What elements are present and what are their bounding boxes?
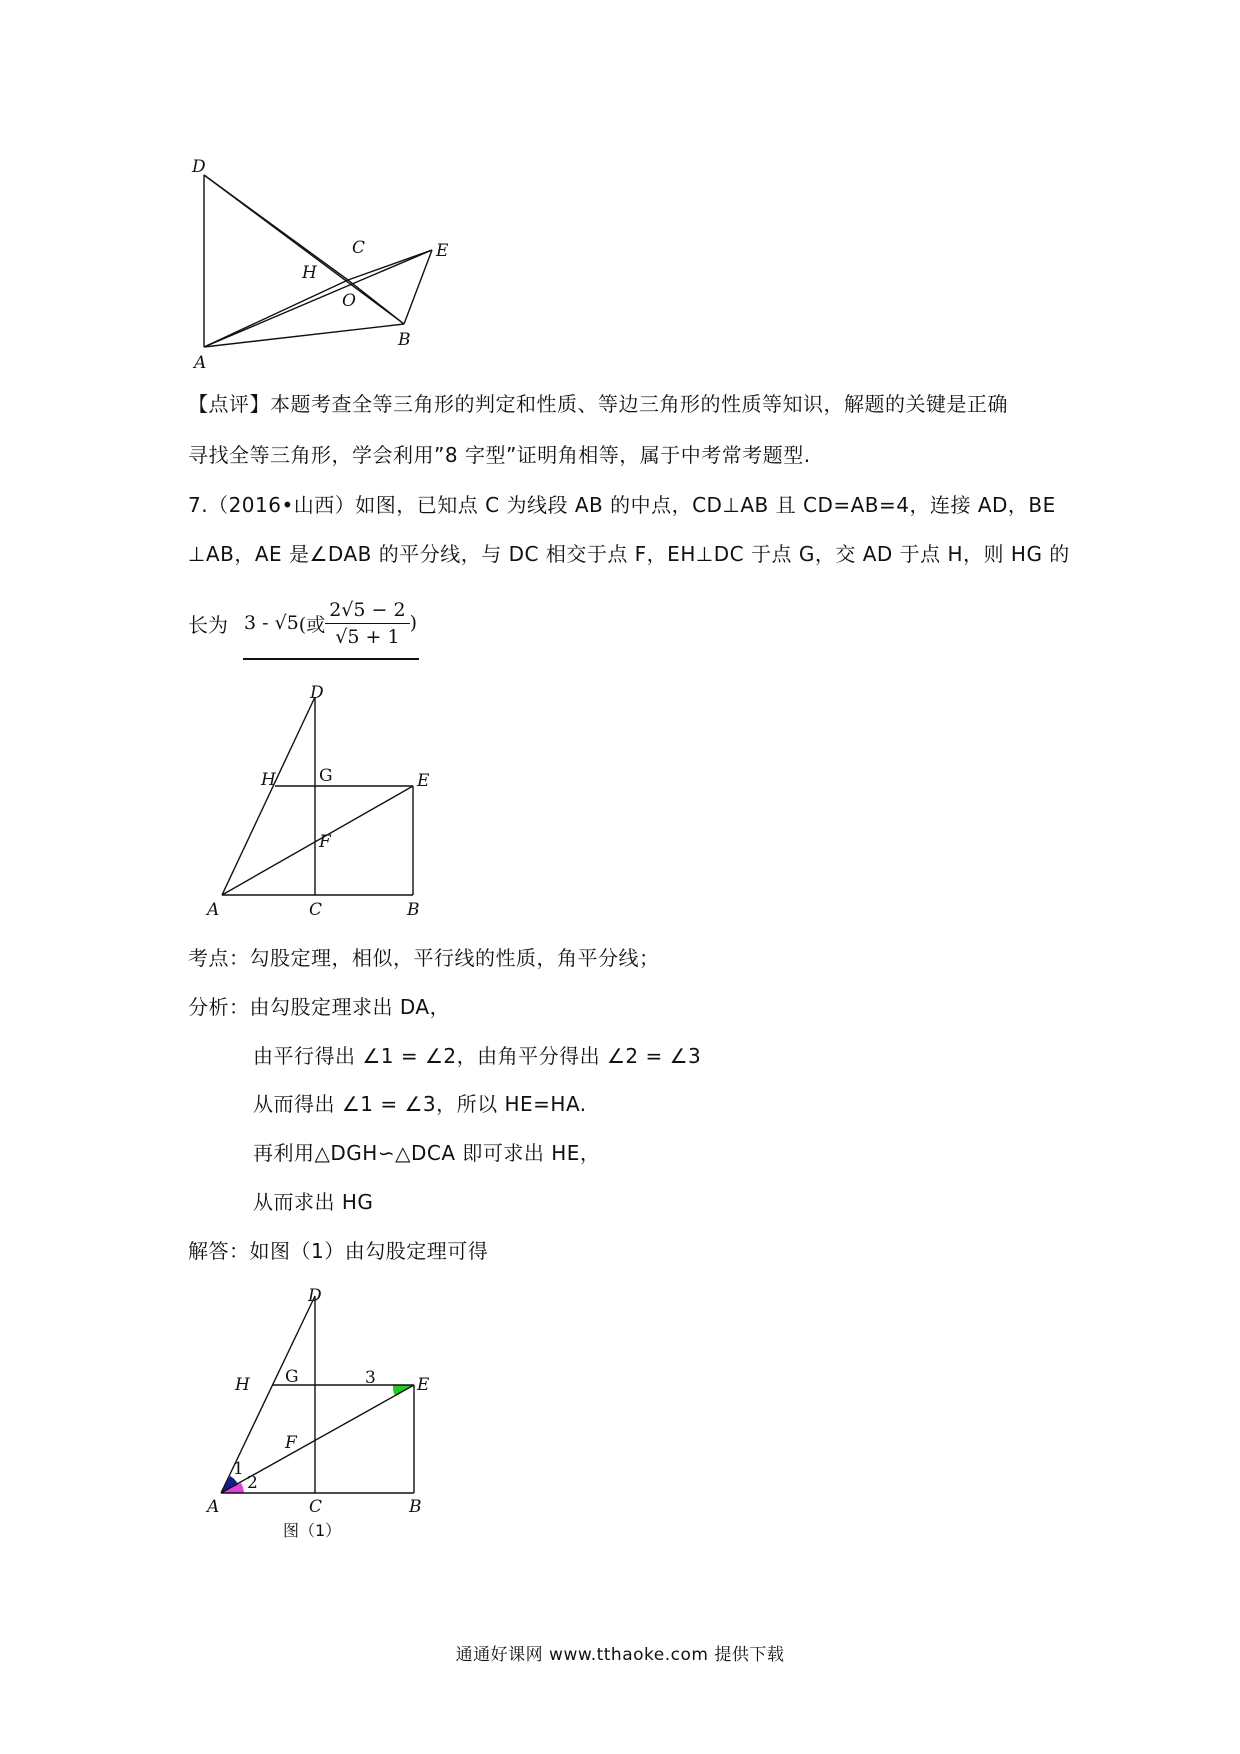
label-F: F [285,1433,297,1453]
label-A: A [194,353,207,373]
answer-main: 3 - √5 [244,612,299,634]
problem-line-2: ⊥AB，AE 是∠DAB 的平分线，与 DC 相交于点 F，EH⊥DC 于点 G，交 AD 于点 H，则 HG 的 [188,542,1070,566]
label-C: C [352,238,366,258]
label-G: G [285,1367,299,1387]
figure-middle [195,685,445,925]
answer-close: ) [409,612,418,634]
label-C: C [309,900,323,920]
solution-line-1: 解答：如图（1）由勾股定理可得 [188,1239,489,1263]
label-F: F [319,832,331,852]
label-D: D [308,1288,322,1306]
angle-label-3: 3 [365,1368,376,1388]
answer-or: (或 [298,613,326,636]
angle-label-1: 1 [233,1459,244,1479]
label-C: C [309,1497,323,1517]
label-E: E [417,771,430,791]
answer-prefix: 长为 [188,612,228,637]
angle-label-2: 2 [247,1473,258,1493]
figure-caption: 图（1） [283,1521,342,1540]
answer-numerator: 2√5 − 2 [325,597,409,624]
label-B: B [407,900,420,920]
answer-line [188,590,417,656]
label-E: E [436,241,449,261]
analysis-step-3: 再利用△DGH∽△DCA 即可求出 HE， [253,1141,601,1165]
label-H: H [235,1375,250,1395]
problem-line-1: 7.（2016•山西）如图，已知点 C 为线段 AB 的中点，CD⊥AB 且 CD=AB=4，连接 AD，BE [188,493,1056,517]
figure-bottom [195,1288,445,1558]
answer-fraction [325,597,409,650]
label-H: H [302,263,317,283]
kaodian-line: 考点：勾股定理，相似，平行线的性质，角平分线； [188,946,660,970]
page-footer: 通通好课网 www.tthaoke.com 提供下载 [455,1645,785,1665]
comment-line-1: 【点评】本题考查全等三角形的判定和性质、等边三角形的性质等知识，解题的关键是正确 [188,392,1008,416]
figure-top [180,150,470,380]
label-A: A [207,1497,220,1517]
label-B: B [409,1497,422,1517]
answer-underline [243,658,419,660]
label-A: A [207,900,220,920]
comment-line-2: 寻找全等三角形，学会利用”8 字型”证明角相等，属于中考常考题型. [188,443,811,467]
label-B: B [398,330,411,350]
label-D: D [310,685,324,703]
label-D: D [192,157,206,177]
label-E: E [417,1375,430,1395]
label-O: O [342,291,356,311]
answer-denominator: √5 + 1 [335,625,400,648]
label-G: G [319,766,333,786]
fenxi-line: 分析：由勾股定理求出 DA， [188,995,451,1019]
analysis-step-1: 由平行得出 ∠1 = ∠2，由角平分得出 ∠2 = ∠3 [253,1044,702,1068]
analysis-step-4: 从而求出 HG [253,1190,374,1214]
analysis-step-2: 从而得出 ∠1 = ∠3，所以 HE=HA. [253,1092,587,1116]
label-H: H [261,770,276,790]
